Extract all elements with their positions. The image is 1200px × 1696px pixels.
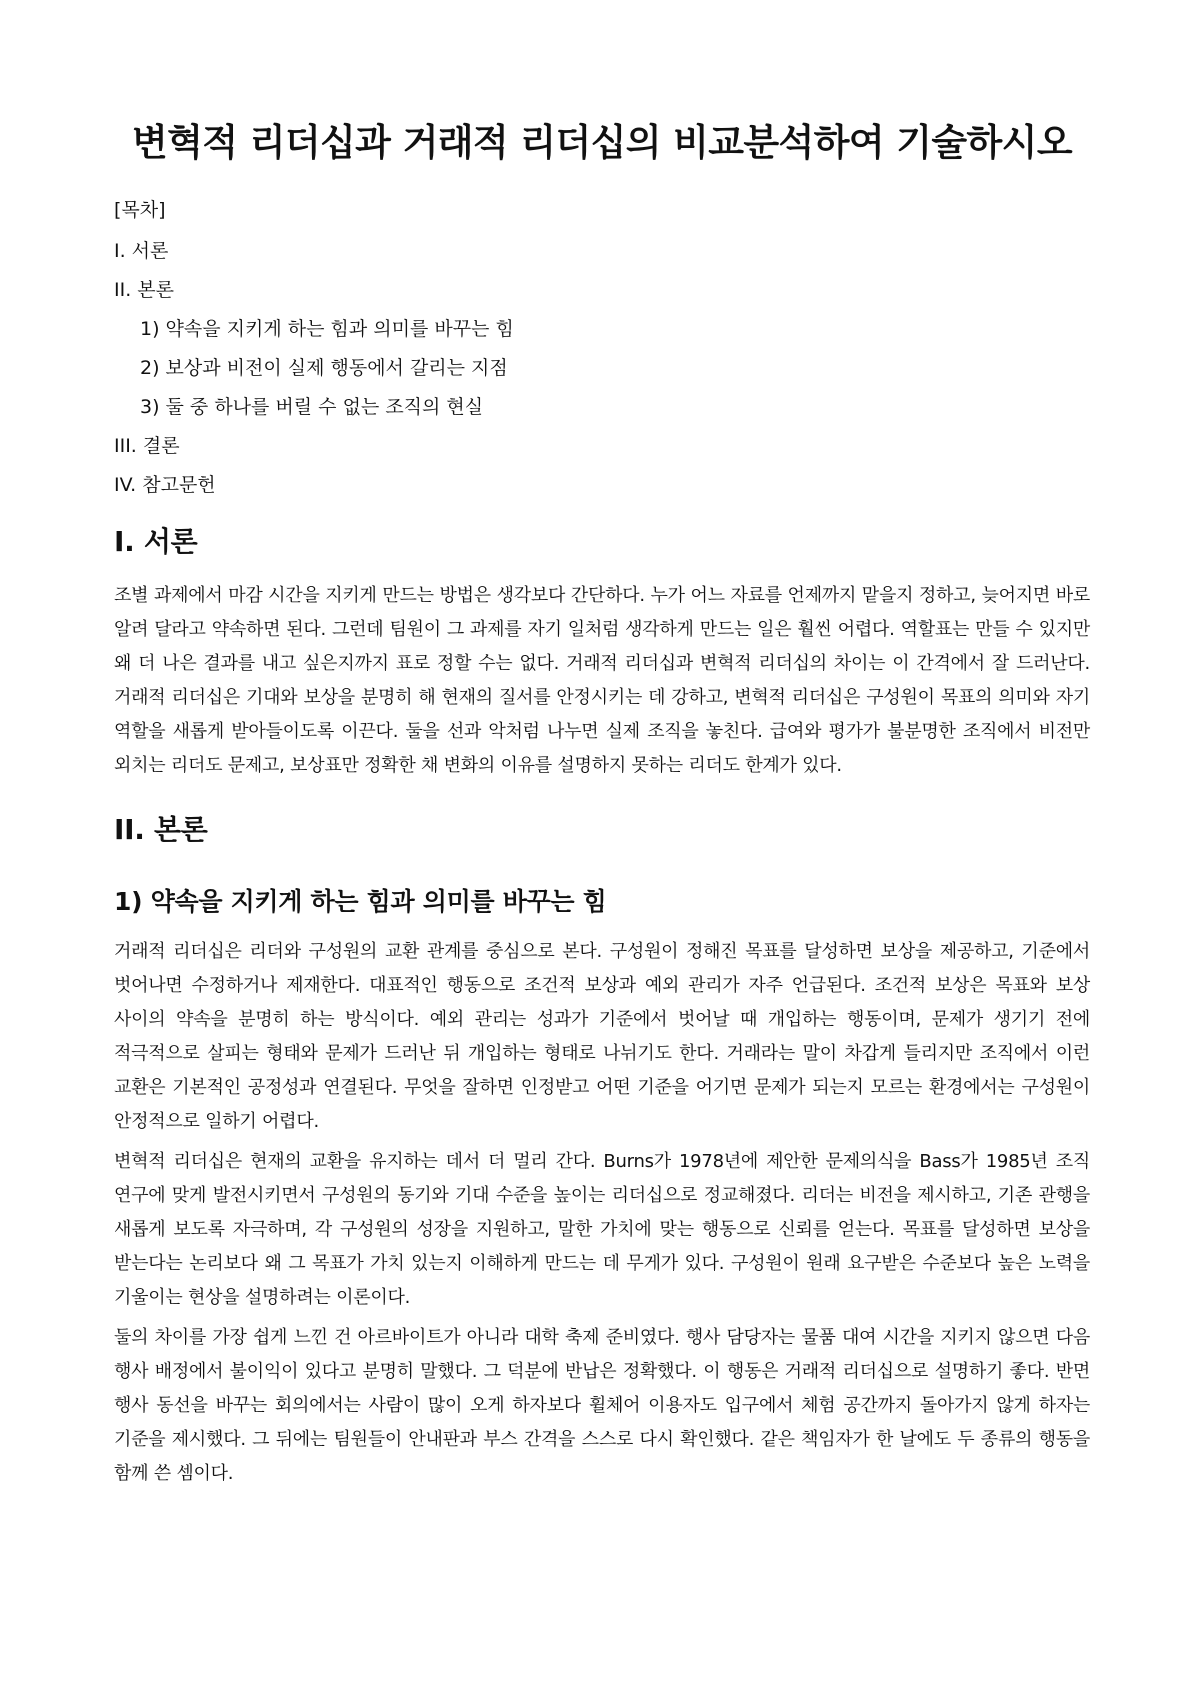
toc-item-body-3: 3) 둘 중 하나를 버릴 수 없는 조직의 현실	[140, 396, 484, 418]
body-subheading-1: 1) 약속을 지키게 하는 힘과 의미를 바꾸는 힘	[114, 887, 607, 916]
table-of-contents	[114, 198, 1090, 497]
intro-section	[114, 523, 1090, 783]
toc-item-body-2: 2) 보상과 비전이 실제 행동에서 갈리는 지점	[140, 357, 508, 379]
intro-paragraph: 조별 과제에서 마감 시간을 지키게 만드는 방법은 생각보다 간단하다. 누가 어느 자료를 언제까지 맡을지 정하고, 늦어지면 바로 알려 달라고 약속하면 된다. 그런데 팀원이 그 과제를 자기 일처럼 생각하게 만드는 일은 훨씬 어렵다. 역할표는 만들 수 있지만 왜 더 나은 결과를 내고 싶은지까지 표로 정할 수는 없다. 거래적 리더십과 변혁적 리더십의 차이는 이 간격에서 잘 드러난다. 거래적 리더십은 기대와 보상을 분명히 해 현재의 질서를 안정시키는 데 강하고, 변혁적 리더십은 구성원이 목표의 의미와 자기 역할을 새롭게 받아들이도록 이끈다. 둘을 선과 악처럼 나누면 실제 조직을 놓친다. 급여와 평가가 불분명한 조직에서 비전만 외치는 리더도 문제고, 보상표만 정확한 채 변화의 이유를 설명하지 못하는 리더도 한계가 있다.	[114, 585, 1090, 776]
toc-item-intro: I. 서론	[114, 240, 169, 262]
toc-item-body: II. 본론	[114, 279, 174, 301]
heading-spacer	[114, 867, 1090, 885]
body-section	[114, 811, 1090, 1491]
intro-heading: I. 서론	[114, 525, 198, 558]
section-spacer	[114, 783, 1090, 811]
toc-item-references: IV. 참고문헌	[114, 474, 216, 496]
toc-label: [목차]	[114, 199, 166, 221]
toc-item-body-1: 1) 약속을 지키게 하는 힘과 의미를 바꾸는 힘	[140, 318, 514, 340]
body-heading: II. 본론	[114, 813, 208, 846]
body-paragraph-3: 둘의 차이를 가장 쉽게 느낀 건 아르바이트가 아니라 대학 축제 준비였다. 행사 담당자는 물품 대여 시간을 지키지 않으면 다음 행사 배정에서 불이익이 있다고 분명히 말했다. 그 덕분에 반납은 정확했다. 이 행동은 거래적 리더십으로 설명하기 좋다. 반면 행사 동선을 바꾸는 회의에서는 사람이 많이 오게 하자보다 휠체어 이용자도 입구에서 체험 공간까지 돌아가지 않게 하자는 기준을 제시했다. 그 뒤에는 팀원들이 안내판과 부스 간격을 스스로 다시 확인했다. 같은 책임자가 한 날에도 두 종류의 행동을 함께 쓴 셈이다.	[114, 1327, 1090, 1484]
body-paragraph-2: 변혁적 리더십은 현재의 교환을 유지하는 데서 더 멀리 간다. Burns가 1978년에 제안한 문제의식을 Bass가 1985년 조직 연구에 맞게 발전시키면서 구성원의 동기와 기대 수준을 높이는 리더십으로 정교해졌다. 리더는 비전을 제시하고, 기존 관행을 새롭게 보도록 자극하며, 각 구성원의 성장을 지원하고, 말한 가치에 맞는 행동으로 신뢰를 얻는다. 목표를 달성하면 보상을 받는다는 논리보다 왜 그 목표가 가치 있는지 이해하게 만드는 데 무게가 있다. 구성원이 원래 요구받은 수준보다 높은 노력을 기울이는 현상을 설명하려는 이론이다.	[114, 1151, 1090, 1308]
document-title: 변혁적 리더십과 거래적 리더십의 비교분석하여 기술하시오	[132, 121, 1072, 164]
body-paragraph-1: 거래적 리더십은 리더와 구성원의 교환 관계를 중심으로 본다. 구성원이 정해진 목표를 달성하면 보상을 제공하고, 기준에서 벗어나면 수정하거나 제재한다. 대표적인 행동으로 조건적 보상과 예외 관리가 자주 언급된다. 조건적 보상은 목표와 보상 사이의 약속을 분명히 하는 방식이다. 예외 관리는 성과가 기준에서 벗어날 때 개입하는 행동이며, 문제가 생기기 전에 적극적으로 살피는 형태와 문제가 드러난 뒤 개입하는 형태로 나뉘기도 한다. 거래라는 말이 차갑게 들리지만 조직에서 이런 교환은 기본적인 공정성과 연결된다. 무엇을 잘하면 인정받고 어떤 기준을 어기면 문제가 되는지 모르는 환경에서는 구성원이 안정적으로 일하기 어렵다.	[114, 941, 1090, 1132]
toc-item-conclusion: III. 결론	[114, 435, 180, 457]
